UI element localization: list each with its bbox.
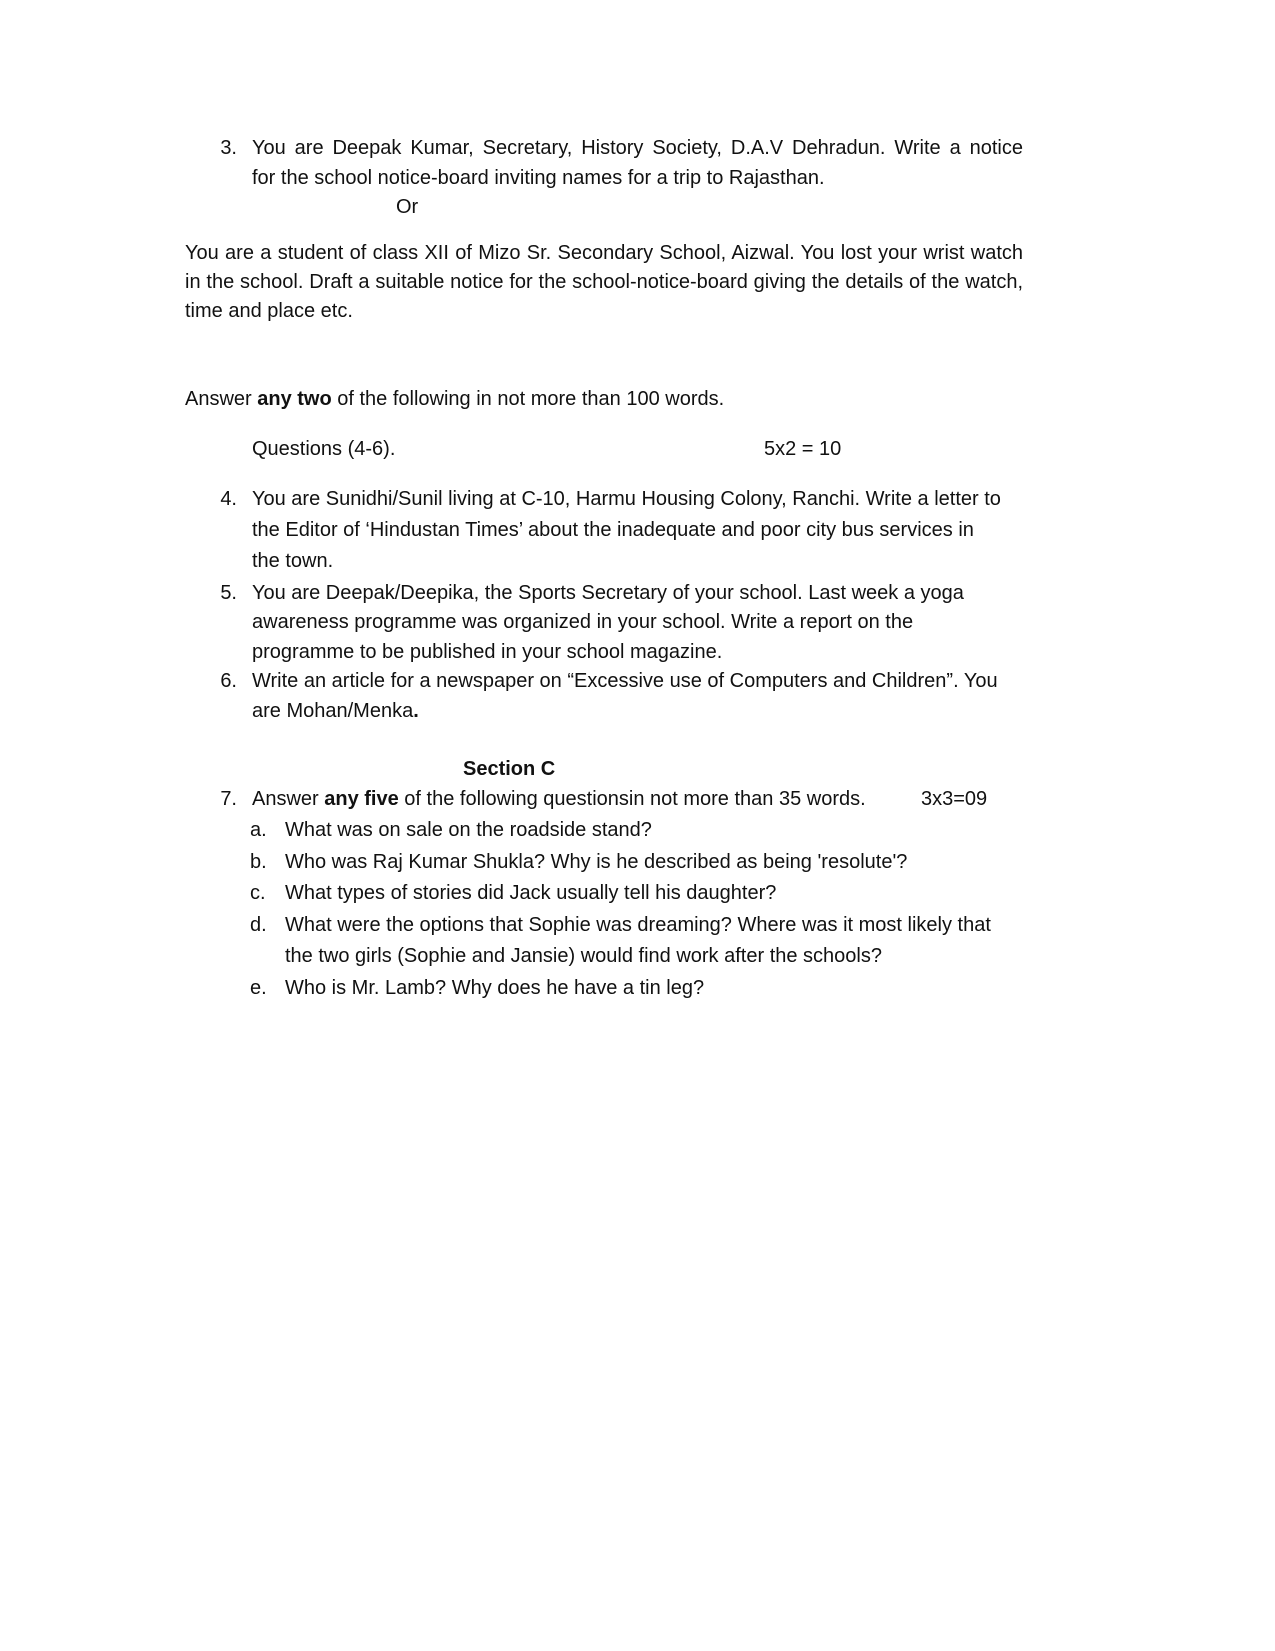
instruction-text-bold: any two xyxy=(257,388,332,410)
questions-range: Questions (4-6). xyxy=(252,438,396,460)
question-3-alternative: You are a student of class XII of Mizo Sr. Secondary School, Aizwal. You lost your wrist watch in the school. Draft a suitable notice for the school-notice-board giving the details of the watch, time and place etc. xyxy=(185,242,1023,322)
sub-question-e-label: e. xyxy=(250,977,267,999)
sub-question-d-line-2: the two girls (Sophie and Jansie) would find work after the schools? xyxy=(285,945,882,967)
question-6-number: 6. xyxy=(220,670,237,692)
sub-question-b-label: b. xyxy=(250,851,267,873)
q7-text-post: of the following questionsin not more than 35 words. xyxy=(398,788,866,810)
q7-text-pre: Answer xyxy=(252,788,325,810)
question-4-line-3: the town. xyxy=(252,550,334,572)
sub-question-b: Who was Raj Kumar Shukla? Why is he described as being 'resolute'? xyxy=(285,851,908,873)
sub-question-a: What was on sale on the roadside stand? xyxy=(285,819,652,841)
question-7-number: 7. xyxy=(220,788,237,810)
question-6-line-2-text: are Mohan/Menka xyxy=(252,700,414,722)
question-4-line-2: the Editor of ‘Hindustan Times’ about the inadequate and poor city bus services in xyxy=(252,519,974,541)
q7-text-bold: any five xyxy=(324,788,399,810)
question-5-line-2: awareness programme was organized in your school. Write a report on the xyxy=(252,611,914,633)
question-7-marks: 3x3=09 xyxy=(921,788,988,810)
question-6-line-2 xyxy=(252,699,419,723)
question-5-number: 5. xyxy=(220,582,237,604)
question-3-number: 3. xyxy=(220,137,237,159)
sub-question-d-label: d. xyxy=(250,914,267,936)
question-5-line-1: You are Deepak/Deepika, the Sports Secretary of your school. Last week a yoga xyxy=(252,582,964,604)
or-label: Or xyxy=(396,196,419,218)
question-4-number: 4. xyxy=(220,488,237,510)
question-5-line-3: programme to be published in your school magazine. xyxy=(252,641,723,663)
instruction-text-pre: Answer xyxy=(185,388,258,410)
question-6-line-2-bold: . xyxy=(413,700,419,722)
instruction-text-post: of the following in not more than 100 words. xyxy=(331,388,725,410)
sub-question-a-label: a. xyxy=(250,819,267,841)
section-c-heading: Section C xyxy=(463,758,556,780)
question-3-line-1: You are Deepak Kumar, Secretary, History Society, D.A.V Dehradun. Write a notice xyxy=(252,137,1023,159)
question-6-line-1: Write an article for a newspaper on “Excessive use of Computers and Children”. You xyxy=(252,670,998,692)
section-b-marks: 5x2 = 10 xyxy=(764,438,842,460)
sub-question-c: What types of stories did Jack usually tell his daughter? xyxy=(285,882,777,904)
sub-question-d-line-1: What were the options that Sophie was dreaming? Where was it most likely that xyxy=(285,914,991,936)
sub-question-c-label: c. xyxy=(250,882,266,904)
sub-question-e: Who is Mr. Lamb? Why does he have a tin leg? xyxy=(285,977,705,999)
question-7-instruction xyxy=(252,787,866,811)
question-3-line-2: for the school notice-board inviting names for a trip to Rajasthan. xyxy=(252,167,825,189)
section-b-instruction xyxy=(185,387,724,411)
question-4-line-1: You are Sunidhi/Sunil living at C-10, Harmu Housing Colony, Ranchi. Write a letter to xyxy=(252,488,1001,510)
